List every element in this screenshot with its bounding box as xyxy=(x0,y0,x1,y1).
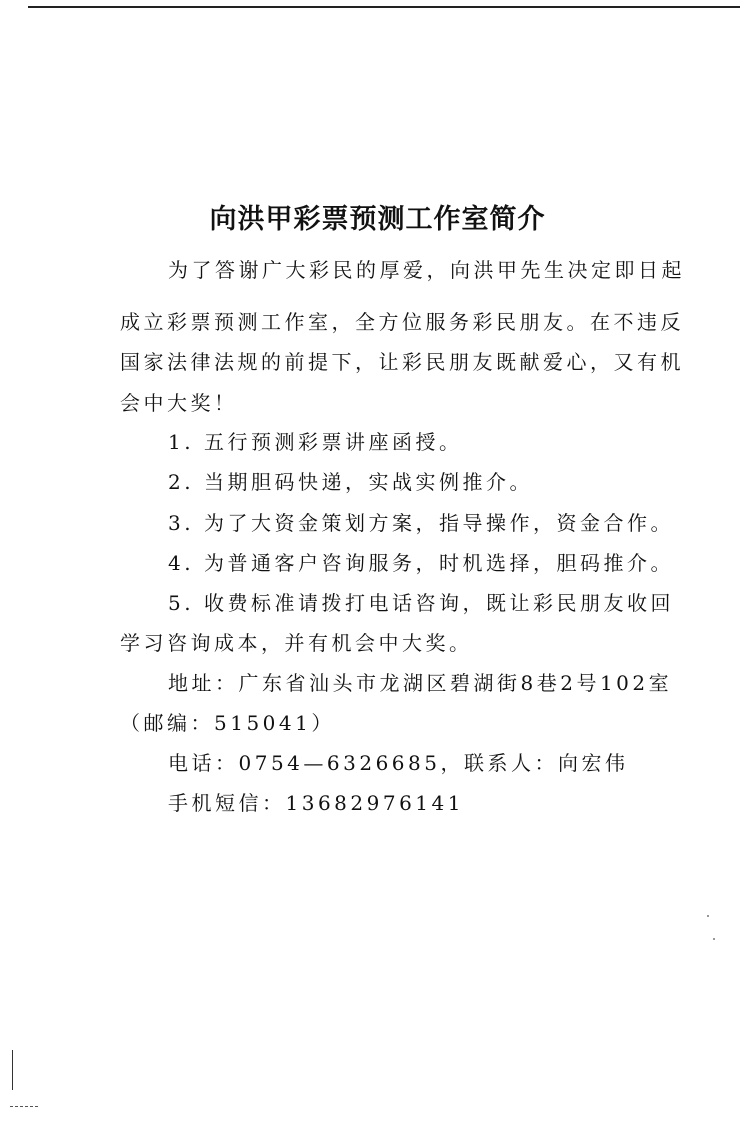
list-item-2: 2. 当期胆码快递，实战实例推介。 xyxy=(168,470,533,494)
scan-edge-mark xyxy=(12,1050,13,1090)
list-item-3: 3. 为了大资金策划方案，指导操作，资金合作。 xyxy=(168,511,674,535)
address-line-2: （邮编：515041） xyxy=(120,711,335,735)
address-line-1: 地址：广东省汕头市龙湖区碧湖街8巷2号102室 xyxy=(168,671,673,695)
list-item-5-line-2: 学习咨询成本，并有机会中大奖。 xyxy=(120,631,473,655)
intro-line-3: 国家法律法规的前提下，让彩民朋友既献爱心，又有机 xyxy=(120,350,684,374)
phone-line: 电话：0754—6326685，联系人：向宏伟 xyxy=(168,751,629,775)
intro-line-2: 成立彩票预测工作室，全方位服务彩民朋友。在不违反 xyxy=(120,310,684,334)
intro-line-4: 会中大奖！ xyxy=(120,391,238,415)
scan-dash-mark xyxy=(10,1106,38,1107)
page-title: 向洪甲彩票预测工作室简介 xyxy=(209,204,546,236)
mobile-sms-line: 手机短信：13682976141 xyxy=(168,791,464,815)
scan-speck xyxy=(713,938,715,940)
top-border-line xyxy=(28,6,740,8)
list-item-4: 4. 为普通客户咨询服务，时机选择，胆码推介。 xyxy=(168,551,674,575)
list-item-1: 1. 五行预测彩票讲座函授。 xyxy=(168,430,463,454)
intro-line-1: 为了答谢广大彩民的厚爱，向洪甲先生决定即日起 xyxy=(168,258,685,282)
scan-speck xyxy=(707,915,709,917)
list-item-5-line-1: 5. 收费标准请拨打电话咨询，既让彩民朋友收回 xyxy=(168,591,674,615)
